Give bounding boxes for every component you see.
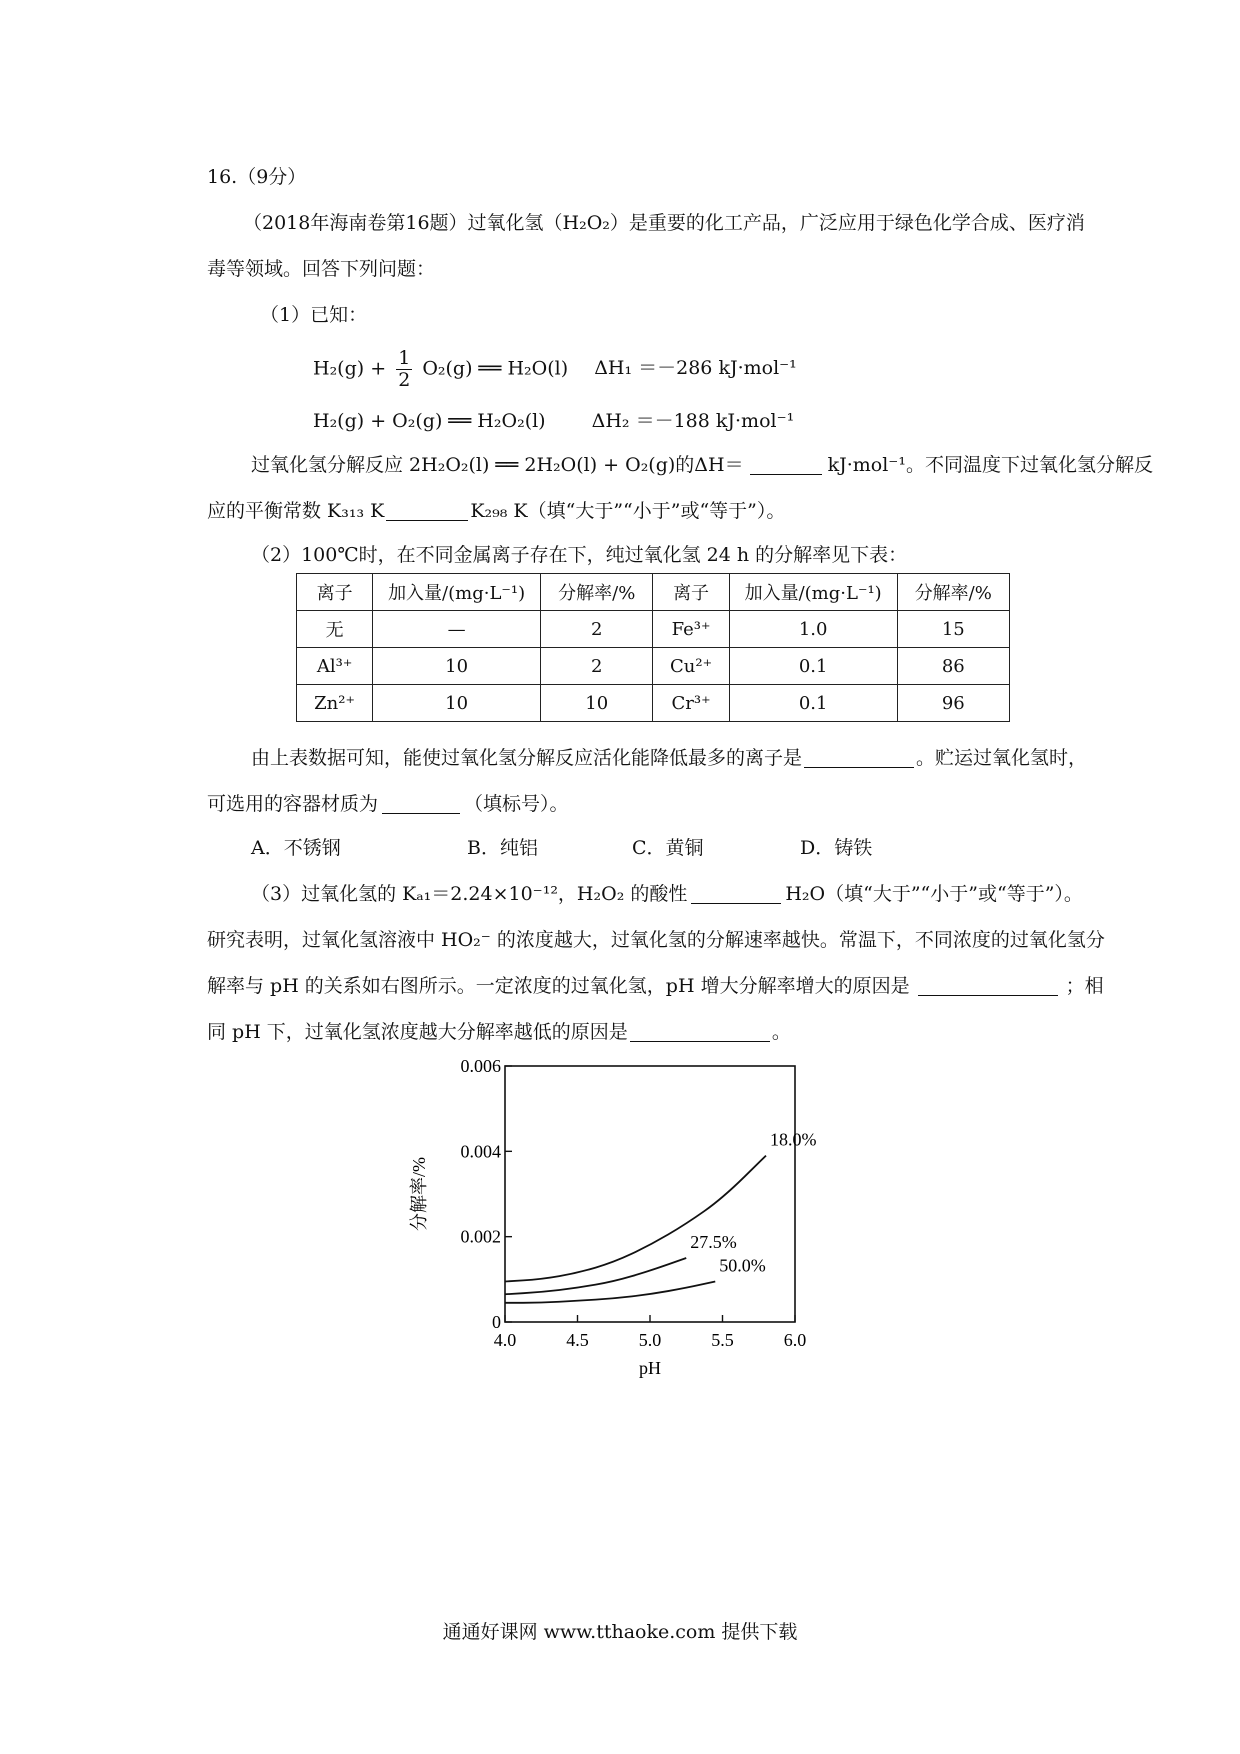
table-cell: 无 (297, 611, 373, 648)
table-header-row (297, 574, 1010, 611)
table-cell: 1.0 (729, 611, 897, 648)
table-cell: 0.1 (729, 648, 897, 685)
table-cell: Cr³⁺ (653, 685, 729, 722)
x-tick-label: 4.5 (566, 1330, 589, 1350)
table-row (297, 611, 1010, 648)
x-tick-label: 5.0 (638, 1330, 662, 1350)
frac-numerator: 1 (398, 347, 411, 369)
part3-line1 (251, 879, 1083, 906)
ka-question-text: （3）过氧化氢的 Kₐ₁＝2.24×10⁻¹²，H₂O₂ 的酸性 (251, 883, 688, 905)
footer-source: 通通好课网 www.tthaoke.com 提供下载 (442, 1621, 798, 1643)
conc-question-tail: 。 (771, 1021, 791, 1043)
equation-2 (313, 406, 794, 433)
decomposition-rate-table (296, 573, 1010, 722)
x-tick-label: 6.0 (783, 1330, 807, 1350)
header-cell: 离子 (653, 574, 729, 611)
dh-question-unit: kJ·mol⁻¹。不同温度下过氧化氢分解反 (827, 454, 1153, 476)
table-cell: — (373, 611, 541, 648)
part2-label: （2）100℃时，在不同金属离子存在下，纯过氧化氢 24 h 的分解率见下表： (251, 544, 908, 566)
part3-line3 (207, 971, 1104, 998)
answer-blank-ph-reason[interactable] (918, 975, 1058, 996)
conc-question-text: 同 pH 下，过氧化氢浓度越大分解率越低的原因是 (207, 1021, 628, 1043)
y-tick-label: 0.002 (460, 1226, 501, 1247)
table-row (297, 648, 1010, 685)
answer-blank-acidity[interactable] (691, 883, 781, 904)
series-label: 18.0% (770, 1129, 817, 1150)
table-cell: 96 (897, 685, 1009, 722)
header-cell: 分解率/% (897, 574, 1009, 611)
answer-blank-conc-reason[interactable] (630, 1021, 770, 1042)
dh-question-text: 过氧化氢分解反应 2H₂O₂(l) ══ 2H₂O(l) + O₂(g)的ΔH＝ (251, 454, 744, 476)
intro-line-2: 毒等领域。回答下列问题： (207, 258, 436, 280)
plot-frame (505, 1066, 795, 1322)
x-axis-label: pH (639, 1358, 661, 1378)
y-axis-label: 分解率/% (409, 1157, 429, 1231)
half-fraction (396, 348, 412, 391)
intro-line-1: （2018年海南卷第16题）过氧化氢（H₂O₂）是重要的化工产品，广泛应用于绿色化学合成、医疗消 (243, 212, 1085, 234)
x-tick-label: 5.5 (711, 1330, 734, 1350)
answer-blank-ion[interactable] (804, 747, 914, 768)
part1-question-line1 (251, 450, 1153, 477)
answer-blank-k[interactable] (386, 500, 468, 521)
k-question-text: 应的平衡常数 K₃₁₃ K (207, 500, 385, 522)
eq1-left: H₂(g) + (313, 357, 387, 380)
header-cell: 加入量/(mg·L⁻¹) (373, 574, 541, 611)
table-cell: 10 (541, 685, 653, 722)
part3-line4 (207, 1017, 791, 1044)
header-cell: 离子 (297, 574, 373, 611)
part2-question-line1 (251, 743, 1087, 770)
series-line (505, 1258, 686, 1294)
eq2-formula: H₂(g) + O₂(g) ══ H₂O₂(l) (313, 410, 546, 432)
part2-question-line2 (207, 789, 569, 816)
ph-question-text: 解率与 pH 的关系如右图所示。一定浓度的过氧化氢，pH 增大分解率增大的原因是 (207, 975, 910, 997)
ph-question-tail: ；相 (1065, 975, 1104, 997)
part3-line2: 研究表明，过氧化氢溶液中 HO₂⁻ 的浓度越大，过氧化氢的分解速率越快。常温下，不同浓度的过氧化氢分 (207, 929, 1105, 951)
container-question-tail: （填标号）。 (464, 793, 569, 815)
table-cell: Fe³⁺ (653, 611, 729, 648)
part1-label: （1）已知： (260, 304, 368, 326)
series-label: 27.5% (690, 1232, 737, 1252)
table-cell: Zn²⁺ (297, 685, 373, 722)
option-a[interactable]: A．不锈钢 (251, 837, 341, 859)
container-question-text: 可选用的容器材质为 (207, 793, 379, 815)
series-label: 50.0% (719, 1255, 766, 1276)
table-cell: 2 (541, 611, 653, 648)
acidity-question-tail: H₂O（填“大于”“小于”或“等于”）。 (785, 883, 1083, 905)
equation-1 (313, 348, 797, 391)
decomposition-rate-chart (400, 1050, 860, 1380)
table-cell: 10 (373, 685, 541, 722)
table-row (297, 685, 1010, 722)
eq1-enthalpy: ΔH₁ ＝－286 kJ·mol⁻¹ (594, 357, 797, 380)
table-cell: 86 (897, 648, 1009, 685)
y-tick-label: 0.004 (460, 1141, 501, 1162)
option-c[interactable]: C．黄铜 (632, 837, 704, 859)
answer-blank-dh[interactable] (750, 454, 822, 475)
y-tick-label: 0 (492, 1312, 501, 1332)
x-tick-label: 4.0 (493, 1330, 517, 1350)
header-cell: 分解率/% (541, 574, 653, 611)
table-cell: 10 (373, 648, 541, 685)
question-number: 16.（9分） (207, 166, 307, 188)
table-cell: Al³⁺ (297, 648, 373, 685)
eq1-right: O₂(g) ══ H₂O(l) (422, 357, 569, 380)
part1-question-line2 (207, 496, 785, 523)
storage-question-text: 。贮运过氧化氢时， (916, 747, 1088, 769)
table-cell: 2 (541, 648, 653, 685)
frac-denominator: 2 (398, 368, 411, 391)
option-d[interactable]: D．铸铁 (800, 837, 873, 859)
option-b[interactable]: B．纯铝 (467, 837, 538, 859)
y-tick-label: 0.006 (460, 1056, 501, 1076)
answer-blank-container[interactable] (382, 793, 460, 814)
table-cell: 15 (897, 611, 1009, 648)
table-cell: Cu²⁺ (653, 648, 729, 685)
ion-question-text: 由上表数据可知，能使过氧化氢分解反应活化能降低最多的离子是 (251, 747, 803, 769)
k-question-tail: K₂₉₈ K（填“大于”“小于”或“等于”）。 (470, 500, 786, 522)
table-cell: 0.1 (729, 685, 897, 722)
eq2-enthalpy: ΔH₂ ＝－188 kJ·mol⁻¹ (591, 410, 795, 432)
header-cell: 加入量/(mg·L⁻¹) (729, 574, 897, 611)
